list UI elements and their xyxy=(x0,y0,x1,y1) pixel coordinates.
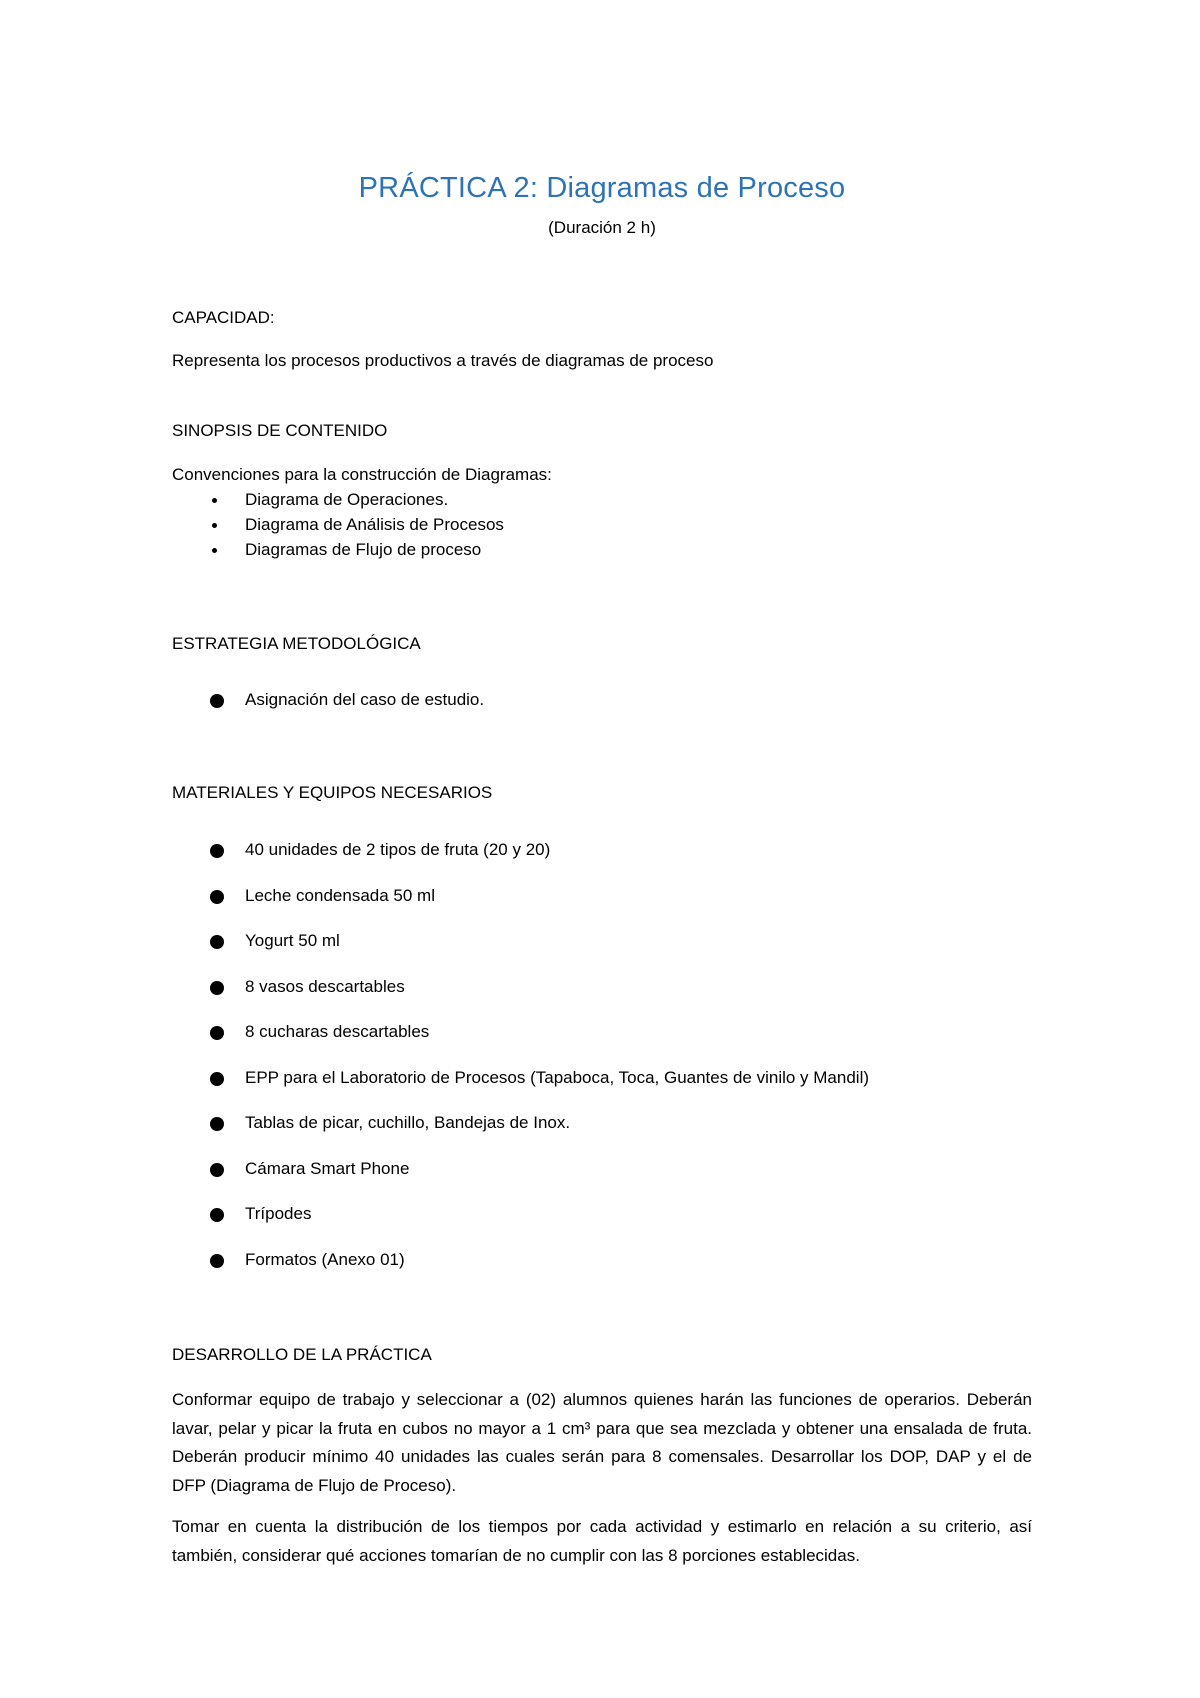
bullet-icon xyxy=(210,981,224,995)
list-item: EPP para el Laboratorio de Procesos (Tapaboca, Toca, Guantes de vinilo y Mandil) xyxy=(172,1066,869,1112)
sinopsis-intro: Convenciones para la construcción de Diagramas: xyxy=(172,465,552,484)
list-item: Diagramas de Flujo de proceso xyxy=(172,537,504,562)
list-item: Leche condensada 50 ml xyxy=(172,884,869,930)
list-item: Yogurt 50 ml xyxy=(172,929,869,975)
bullet-icon xyxy=(210,1072,224,1086)
page-title: PRÁCTICA 2: Diagramas de Proceso xyxy=(358,172,846,204)
list-item: 8 vasos descartables xyxy=(172,975,869,1021)
estrategia-heading: ESTRATEGIA METODOLÓGICA xyxy=(172,634,421,653)
bullet-icon xyxy=(210,1026,224,1040)
bullet-icon xyxy=(212,498,217,503)
bullet-icon xyxy=(210,844,224,858)
estrategia-list xyxy=(172,688,484,734)
bullet-icon xyxy=(212,548,217,553)
list-item: Asignación del caso de estudio. xyxy=(172,688,484,734)
page-subtitle: (Duración 2 h) xyxy=(548,218,656,237)
desarrollo-paragraph-2: Tomar en cuenta la distribución de los tiempos por cada actividad y estimarlo en relación a su criterio, así también, considerar qué acciones tomarían de no cumplir con las 8 porciones establecidas. xyxy=(172,1517,1032,1565)
bullet-icon xyxy=(210,1208,224,1222)
capacidad-heading: CAPACIDAD: xyxy=(172,308,275,327)
list-item: Cámara Smart Phone xyxy=(172,1157,869,1203)
sinopsis-heading: SINOPSIS DE CONTENIDO xyxy=(172,421,388,440)
desarrollo-paragraph-1: Conformar equipo de trabajo y seleccionar a (02) alumnos quienes harán las funciones de operarios. Deberán lavar, pelar y picar la fruta en cubos no mayor a 1 cm³ para que sea mezclada y obtener una ensalada de fruta. Deberán producir mínimo 40 unidades las cuales serán para 8 comensales. Desarrollar los DOP, DAP y el de DFP (Diagrama de Flujo de Proceso). xyxy=(172,1390,1032,1495)
desarrollo-heading: DESARROLLO DE LA PRÁCTICA xyxy=(172,1345,432,1364)
sinopsis-list xyxy=(172,487,504,562)
bullet-icon xyxy=(210,1254,224,1268)
bullet-icon xyxy=(210,935,224,949)
list-item: Formatos (Anexo 01) xyxy=(172,1248,869,1294)
list-item: 8 cucharas descartables xyxy=(172,1020,869,1066)
list-item: 40 unidades de 2 tipos de fruta (20 y 20) xyxy=(172,838,869,884)
bullet-icon xyxy=(210,890,224,904)
list-item: Diagrama de Operaciones. xyxy=(172,487,504,512)
bullet-icon xyxy=(210,1117,224,1131)
bullet-icon xyxy=(210,694,224,708)
bullet-icon xyxy=(212,523,217,528)
materiales-list xyxy=(172,838,869,1293)
bullet-icon xyxy=(210,1163,224,1177)
materiales-heading: MATERIALES Y EQUIPOS NECESARIOS xyxy=(172,783,493,802)
list-item: Tablas de picar, cuchillo, Bandejas de Inox. xyxy=(172,1111,869,1157)
list-item: Diagrama de Análisis de Procesos xyxy=(172,512,504,537)
list-item: Trípodes xyxy=(172,1202,869,1248)
capacidad-text: Representa los procesos productivos a través de diagramas de proceso xyxy=(172,351,714,370)
